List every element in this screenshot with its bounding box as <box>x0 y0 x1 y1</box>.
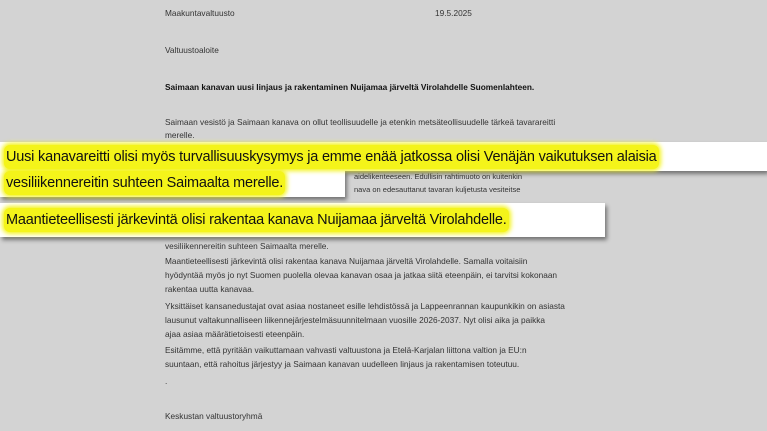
stray-dot: . <box>165 376 168 386</box>
document-type: Valtuustoaloite <box>165 45 219 55</box>
paragraph-line: merelle. <box>165 130 195 140</box>
paragraph-line: Maantieteellisesti järkevintä olisi rakentaa kanava Nuijamaa järveltä Virolahdelle. Samalla voitaisiin <box>165 256 528 266</box>
partial-line: aidelikenteeseen. Edullisin rahtimuoto on kuitenkin <box>354 172 523 181</box>
partial-line: nava on edesauttanut tavaran kuljetusta vesiteitse <box>354 185 521 194</box>
paragraph-line: vesiliikennereitin suhteen Saimaalta merelle. <box>165 241 329 251</box>
paragraph-line: ajaa asiaa määrätietoisesti eteenpäin. <box>165 329 305 339</box>
paragraph-line: rakentaa uutta kanavaa. <box>165 284 255 294</box>
paragraph-line: lausunut valtakunnalliseen liikennejärjestelmäsuunnitelmaan vuosille 2026-2037. Nyt olisi aika ja paikka <box>165 315 546 325</box>
paragraph-line: hyödyntää myös jo nyt Suomen puolella olevaa kanavan osaa ja jatkaa siitä eteenpäin, ei tarvitsi kokonaan <box>165 270 558 280</box>
callout-quote-1-line2: vesiliikennereitin suhteen Saimaalta merelle. <box>4 171 285 195</box>
callout-quote-1-line1: Uusi kanavareitti olisi myös turvallisuuskysymys ja emme enää jatkossa olisi Venäjän vaikutuksen alaisia <box>4 145 659 169</box>
paragraph-line: Esitämme, että pyritään vaikuttamaan vahvasti valtuustona ja Etelä-Karjalan liittona valtion ja EU:n <box>165 345 527 355</box>
callout-quote-2: Maantieteellisesti järkevintä olisi rakentaa kanava Nuijamaa järveltä Virolahdelle. <box>4 208 509 232</box>
date: 19.5.2025 <box>435 8 472 18</box>
signature: Keskustan valtuustoryhmä <box>165 411 263 421</box>
organization: Maakuntavaltuusto <box>165 8 235 18</box>
paragraph-line: Saimaan vesistö ja Saimaan kanava on ollut teollisuudelle ja etenkin metsäteollisuudelle tärkeä tavarareitti <box>165 117 556 127</box>
document-title: Saimaan kanavan uusi linjaus ja rakentaminen Nuijamaa järveltä Virolahdelle Suomenlahteen. <box>165 82 535 92</box>
paragraph-line: suuntaan, että rahoitus järjestyy ja Saimaan kanavan uudelleen linjaus ja rakentamisen toteutuu. <box>165 359 520 369</box>
paragraph-line: Yksittäiset kansanedustajat ovat asiaa nostaneet esille lehdistössä ja Lappeenrannan kaupunkikin on asiasta <box>165 301 565 311</box>
